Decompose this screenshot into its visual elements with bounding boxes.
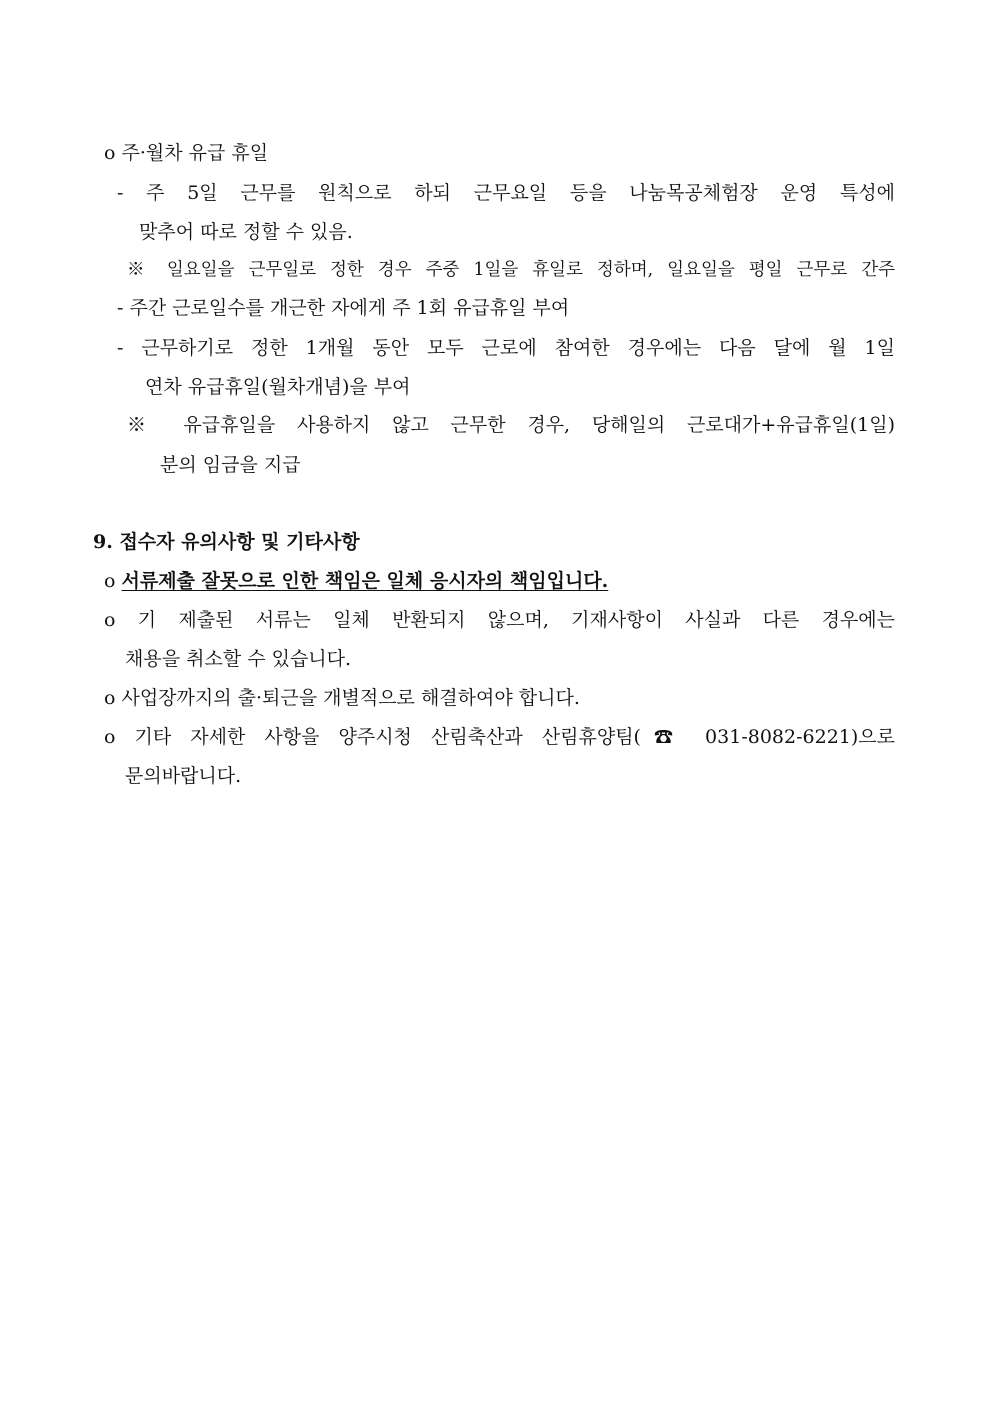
weekly-leave-item-1-line-1: - 주 5일 근무를 원칙으로 하되 근무요일 등을 나눔목공체험장 운영 특성에 [117, 182, 895, 204]
bullet-1-emphasis-text: 서류제출 잘못으로 인한 책임은 일체 응시자의 책임입니다. [121, 570, 609, 592]
weekly-leave-note-1: ※ 일요일을 근무일로 정한 경우 주중 1일을 휴일로 정하며, 일요일을 평일 근무로 간주 [127, 260, 895, 280]
weekly-leave-item-3-line-1: - 근무하기로 정한 1개월 동안 모두 근로에 참여한 경우에는 다음 달에 월 1일 [117, 337, 895, 359]
section-9-title: 9. 접수자 유의사항 및 기타사항 [93, 531, 360, 553]
weekly-leave-note-2-line-2: 분의 임금을 지급 [160, 454, 301, 476]
section-9-bullet-1 [104, 569, 608, 593]
weekly-leave-item-2: - 주간 근로일수를 개근한 자에게 주 1회 유급휴일 부여 [117, 297, 570, 319]
section-9-bullet-4-line-1: o 기타 자세한 사항을 양주시청 산림축산과 산림휴양팀(☎ 031-8082-6221)으로 [104, 726, 895, 748]
bullet-1-marker: o [104, 570, 122, 592]
weekly-leave-note-2-line-1: ※ 유급휴일을 사용하지 않고 근무한 경우, 당해일의 근로대가+유급휴일(1일) [127, 414, 895, 436]
section-9-bullet-2-line-2: 채용을 취소할 수 있습니다. [125, 648, 352, 670]
weekly-leave-item-3-line-2: 연차 유급휴일(월차개념)을 부여 [145, 376, 411, 398]
weekly-leave-header: o 주·월차 유급 휴일 [104, 142, 269, 164]
section-9-bullet-3: o 사업장까지의 출·퇴근을 개별적으로 해결하여야 합니다. [104, 687, 580, 709]
section-9-bullet-2-line-1: o 기 제출된 서류는 일체 반환되지 않으며, 기재사항이 사실과 다른 경우에는 [104, 609, 895, 631]
weekly-leave-item-1-line-2: 맞추어 따로 정할 수 있음. [139, 221, 353, 243]
section-9-bullet-4-line-2: 문의바랍니다. [125, 765, 242, 787]
